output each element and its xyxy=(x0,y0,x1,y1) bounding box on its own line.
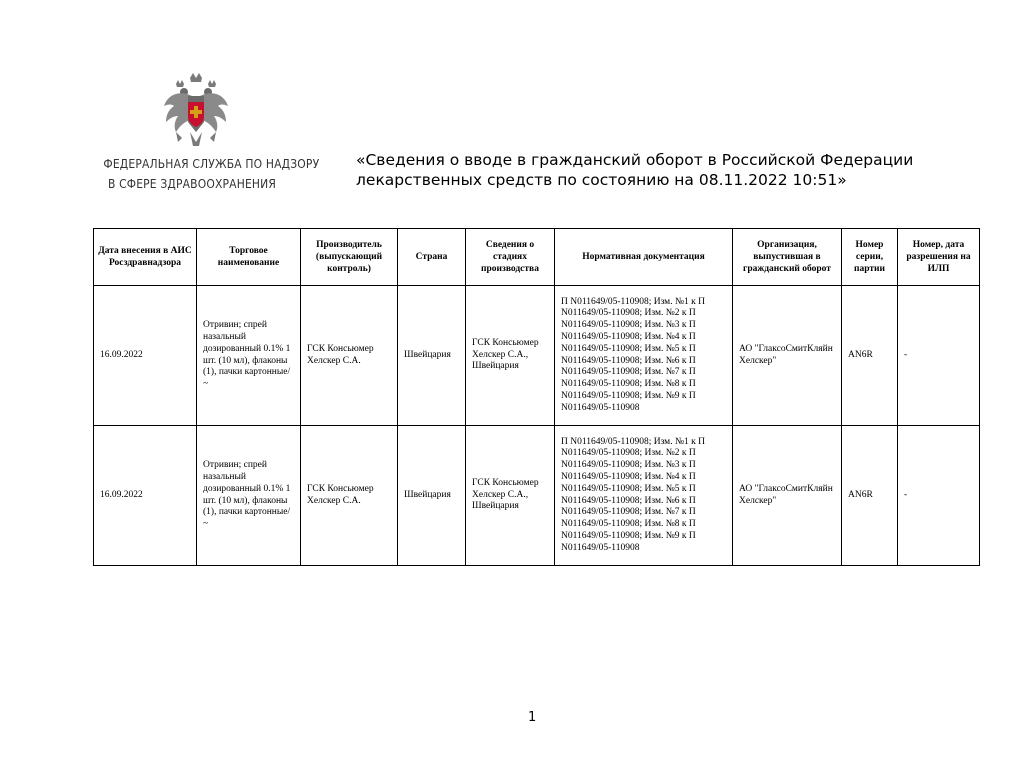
cell-batch: AN6R xyxy=(842,286,898,426)
registry-table xyxy=(93,228,980,566)
table-row xyxy=(94,286,980,426)
cell-batch: AN6R xyxy=(842,426,898,566)
table-header-row xyxy=(94,229,980,286)
cell-trade-name: Отривин; спрей назальный дозированный 0.1% 1 шт. (10 мл), флаконы (1), пачки картонные/ ~ xyxy=(197,426,301,566)
document-title xyxy=(356,150,916,190)
column-header: Торговое наименование xyxy=(197,229,301,286)
column-header: Номер, дата разрешения на ИЛП xyxy=(898,229,980,286)
title-line2: лекарственных средств по состоянию на 08.11.2022 10:51» xyxy=(356,171,847,189)
table-row xyxy=(94,426,980,566)
cell-trade-name: Отривин; спрей назальный дозированный 0.1% 1 шт. (10 мл), флаконы (1), пачки картонные/ ~ xyxy=(197,286,301,426)
column-header: Дата внесения в АИС Росздравнадзора xyxy=(94,229,197,286)
org-name-line2: В СФЕРЕ ЗДРАВООХРАНЕНИЯ xyxy=(107,176,277,191)
cell-date: 16.09.2022 xyxy=(94,426,197,566)
column-header: Номер серии, партии xyxy=(842,229,898,286)
page-number: 1 xyxy=(528,710,537,725)
title-line1: «Сведения о вводе в гражданский оборот в Российской Федерации xyxy=(356,151,914,169)
cell-date: 16.09.2022 xyxy=(94,286,197,426)
cell-manufacturer: ГСК Консьюмер Хелскер С.А. xyxy=(301,286,398,426)
double-headed-eagle-emblem-icon xyxy=(162,72,230,150)
cell-organization: АО "ГлаксоСмитКляйн Хелскер" xyxy=(733,426,842,566)
cell-permit: - xyxy=(898,286,980,426)
column-header: Сведения о стадиях производства xyxy=(466,229,555,286)
column-header: Производитель (выпускающий контроль) xyxy=(301,229,398,286)
cell-manufacturer: ГСК Консьюмер Хелскер С.А. xyxy=(301,426,398,566)
column-header: Страна xyxy=(398,229,466,286)
cell-stages: ГСК Консьюмер Хелскер С.А., Швейцария xyxy=(466,286,555,426)
cell-stages: ГСК Консьюмер Хелскер С.А., Швейцария xyxy=(466,426,555,566)
roszdravnadzor-logo xyxy=(92,72,320,197)
column-header: Организация, выпустившая в гражданский оборот xyxy=(733,229,842,286)
cell-country: Швейцария xyxy=(398,426,466,566)
cell-country: Швейцария xyxy=(398,286,466,426)
org-name-line1: ФЕДЕРАЛЬНАЯ СЛУЖБА ПО НАДЗОРУ xyxy=(103,156,320,171)
cell-organization: АО "ГлаксоСмитКляйн Хелскер" xyxy=(733,286,842,426)
cell-docs: П N011649/05-110908; Изм. №1 к П N011649/05-110908; Изм. №2 к П N011649/05-110908; Изм. №3 к П N011649/05-110908; Изм. №4 к П N011649/05-110908; Изм. №5 к П N011649/05-110908; Изм. №6 к П N011649/05-110908; Изм. №7 к П N011649/05-110908; Изм. №8 к П N011649/05-110908; Изм. №9 к П N011649/05-110908 xyxy=(555,426,733,566)
cell-docs: П N011649/05-110908; Изм. №1 к П N011649/05-110908; Изм. №2 к П N011649/05-110908; Изм. №3 к П N011649/05-110908; Изм. №4 к П N011649/05-110908; Изм. №5 к П N011649/05-110908; Изм. №6 к П N011649/05-110908; Изм. №7 к П N011649/05-110908; Изм. №8 к П N011649/05-110908; Изм. №9 к П N011649/05-110908 xyxy=(555,286,733,426)
cell-permit: - xyxy=(898,426,980,566)
column-header: Нормативная документация xyxy=(555,229,733,286)
